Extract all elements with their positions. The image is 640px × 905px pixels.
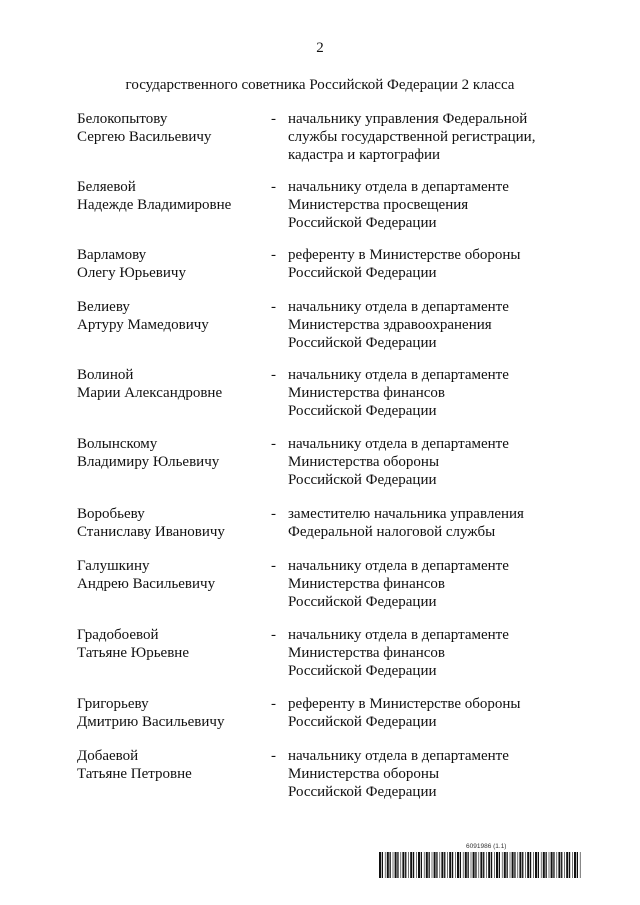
recipient-surname: Велиеву [77, 299, 130, 315]
barcode-bar [449, 852, 451, 878]
position-line: начальнику управления Федеральной [288, 111, 528, 127]
barcode-bar [452, 852, 453, 878]
barcode-bar [426, 852, 428, 878]
recipient-given-names: Андрею Васильевичу [77, 576, 216, 592]
position-line: кадастра и картографии [288, 147, 441, 163]
position-line: Российской Федерации [288, 714, 437, 730]
recipient-surname: Градобоевой [77, 627, 159, 643]
barcode-bar [457, 852, 459, 878]
barcode-bar [475, 852, 476, 878]
barcode-bar [401, 852, 402, 878]
recipient-given-names: Станиславу Ивановичу [77, 524, 225, 540]
barcode-bar [533, 852, 534, 878]
recipient-surname: Григорьеву [77, 696, 149, 712]
barcode-bar [499, 852, 500, 878]
page-number: 2 [316, 40, 324, 56]
position-line: начальнику отдела в департаменте [288, 436, 509, 452]
document-code: 6091986 (1.1) [466, 843, 507, 850]
barcode-bar [538, 852, 539, 878]
barcode-bar [387, 852, 389, 878]
recipient-position [288, 505, 558, 541]
position-line: Российской Федерации [288, 265, 437, 281]
position-line: Российской Федерации [288, 403, 437, 419]
barcode-bar [549, 852, 550, 878]
barcode-bar [479, 852, 480, 878]
recipient-given-names: Дмитрию Васильевичу [77, 714, 225, 730]
barcode-bar [496, 852, 498, 878]
barcode-bar [418, 852, 420, 878]
recipient-name [77, 435, 267, 471]
barcode-bar [502, 852, 503, 878]
separator-dash: - [271, 696, 276, 712]
recipient-surname: Галушкину [77, 558, 150, 574]
recipient-name [77, 695, 267, 731]
position-line: начальнику отдела в департаменте [288, 367, 509, 383]
recipient-position [288, 695, 558, 731]
barcode-bar [390, 852, 391, 878]
barcode-bar [527, 852, 529, 878]
barcode-bar [416, 852, 417, 878]
position-line: Российской Федерации [288, 215, 437, 231]
barcode-bar [432, 852, 433, 878]
document-heading: государственного советника Российской Федерации 2 класса [125, 77, 515, 93]
position-line: заместителю начальника управления [288, 506, 524, 522]
recipient-name [77, 110, 267, 146]
position-line: начальнику отдела в департаменте [288, 748, 509, 764]
barcode-bar [468, 852, 469, 878]
barcode-bar [491, 852, 492, 878]
barcode-bar [494, 852, 495, 878]
barcode-bar [447, 852, 448, 878]
recipient-position [288, 298, 558, 352]
barcode-bar [543, 852, 545, 878]
recipient-given-names: Татьяне Петровне [77, 766, 192, 782]
barcode-bar [507, 852, 508, 878]
barcode-bar [580, 852, 581, 878]
position-line: Российской Федерации [288, 335, 437, 351]
barcode-bar [512, 852, 514, 878]
recipient-name [77, 747, 267, 783]
barcode-bar [429, 852, 430, 878]
barcode-bar [514, 852, 515, 878]
barcode-bar [379, 852, 381, 878]
recipient-position [288, 557, 558, 611]
separator-dash: - [271, 506, 276, 522]
position-line: референту в Министерстве обороны [288, 696, 521, 712]
barcode-bar [471, 852, 472, 878]
barcode-bar [395, 852, 397, 878]
recipient-name [77, 626, 267, 662]
barcode-bar [424, 852, 425, 878]
barcode-bar [574, 852, 576, 878]
barcode-bar [405, 852, 406, 878]
recipient-surname: Волиной [77, 367, 134, 383]
recipient-surname: Добаевой [77, 748, 139, 764]
barcode-bar [572, 852, 573, 878]
recipient-position [288, 110, 558, 164]
separator-dash: - [271, 627, 276, 643]
recipient-name [77, 557, 267, 593]
barcode-bar [488, 852, 490, 878]
separator-dash: - [271, 111, 276, 127]
barcode-bar [486, 852, 487, 878]
barcode-bar [535, 852, 537, 878]
barcode-bar [564, 852, 565, 878]
barcode-bar [397, 852, 398, 878]
barcode-bar [473, 852, 475, 878]
barcode-bar [530, 852, 531, 878]
recipient-given-names: Надежде Владимировне [77, 197, 232, 213]
position-line: Министерства финансов [288, 645, 445, 661]
barcode-bar [410, 852, 412, 878]
barcode-bar [434, 852, 436, 878]
barcode-bar [441, 852, 443, 878]
barcode-bar [408, 852, 409, 878]
barcode-bar [382, 852, 383, 878]
barcode-bar [551, 852, 553, 878]
recipient-position [288, 435, 558, 489]
barcode-bar [465, 852, 467, 878]
barcode-bar [519, 852, 521, 878]
position-line: Российской Федерации [288, 663, 437, 679]
recipient-position [288, 178, 558, 232]
recipient-given-names: Владимиру Юльевичу [77, 454, 220, 470]
recipient-position [288, 366, 558, 420]
separator-dash: - [271, 748, 276, 764]
position-line: Министерства финансов [288, 576, 445, 592]
barcode-bar [402, 852, 404, 878]
barcode-bar [569, 852, 570, 878]
barcode-bar [525, 852, 526, 878]
barcode-bar [455, 852, 456, 878]
recipient-given-names: Артуру Мамедовичу [77, 317, 209, 333]
barcode-bar [393, 852, 394, 878]
position-line: Министерства просвещения [288, 197, 469, 213]
recipient-name [77, 178, 267, 214]
barcode-bar [436, 852, 437, 878]
barcode-bar [413, 852, 414, 878]
recipient-surname: Варламову [77, 247, 147, 263]
separator-dash: - [271, 367, 276, 383]
separator-dash: - [271, 299, 276, 315]
recipient-position [288, 626, 558, 680]
recipient-surname: Белокопытову [77, 111, 168, 127]
barcode-bar [546, 852, 547, 878]
barcode-bar [522, 852, 523, 878]
position-line: Российской Федерации [288, 594, 437, 610]
position-line: Российской Федерации [288, 784, 437, 800]
recipient-surname: Волынскому [77, 436, 158, 452]
barcode-bar [577, 852, 578, 878]
barcode-bar [440, 852, 441, 878]
recipient-surname: Беляевой [77, 179, 136, 195]
recipient-given-names: Марии Александровне [77, 385, 223, 401]
separator-dash: - [271, 247, 276, 263]
barcode-bar [385, 852, 386, 878]
barcode-bar [504, 852, 506, 878]
separator-dash: - [271, 436, 276, 452]
recipient-given-names: Татьяне Юрьевне [77, 645, 189, 661]
barcode-bar [510, 852, 511, 878]
barcode-bar [557, 852, 558, 878]
barcode-image [379, 852, 581, 878]
recipient-surname: Воробьеву [77, 506, 145, 522]
separator-dash: - [271, 179, 276, 195]
position-line: референту в Министерстве обороны [288, 247, 521, 263]
barcode-bar [463, 852, 464, 878]
barcode-bar [460, 852, 461, 878]
separator-dash: - [271, 558, 276, 574]
barcode-bar [480, 852, 482, 878]
recipient-position [288, 246, 558, 282]
recipient-name [77, 366, 267, 402]
barcode-bar [541, 852, 542, 878]
barcode-bar [518, 852, 519, 878]
position-line: службы государственной регистрации, [288, 129, 536, 145]
recipient-given-names: Сергею Васильевичу [77, 129, 212, 145]
barcode-bar [558, 852, 560, 878]
barcode-bar [444, 852, 445, 878]
barcode-bar [566, 852, 568, 878]
position-line: начальнику отдела в департаменте [288, 558, 509, 574]
barcode-bar [483, 852, 484, 878]
position-line: Министерства здравоохранения [288, 317, 492, 333]
position-line: Российской Федерации [288, 472, 437, 488]
position-line: начальнику отдела в департаменте [288, 627, 509, 643]
position-line: Министерства обороны [288, 766, 440, 782]
recipient-name [77, 505, 267, 541]
recipient-name [77, 246, 267, 282]
recipient-given-names: Олегу Юрьевичу [77, 265, 186, 281]
barcode-bar [553, 852, 554, 878]
recipient-name [77, 298, 267, 334]
position-line: начальнику отдела в департаменте [288, 179, 509, 195]
position-line: начальнику отдела в департаменте [288, 299, 509, 315]
recipient-position [288, 747, 558, 801]
barcode-bar [421, 852, 422, 878]
position-line: Министерства финансов [288, 385, 445, 401]
position-line: Федеральной налоговой службы [288, 524, 496, 540]
position-line: Министерства обороны [288, 454, 440, 470]
barcode-bar [561, 852, 562, 878]
